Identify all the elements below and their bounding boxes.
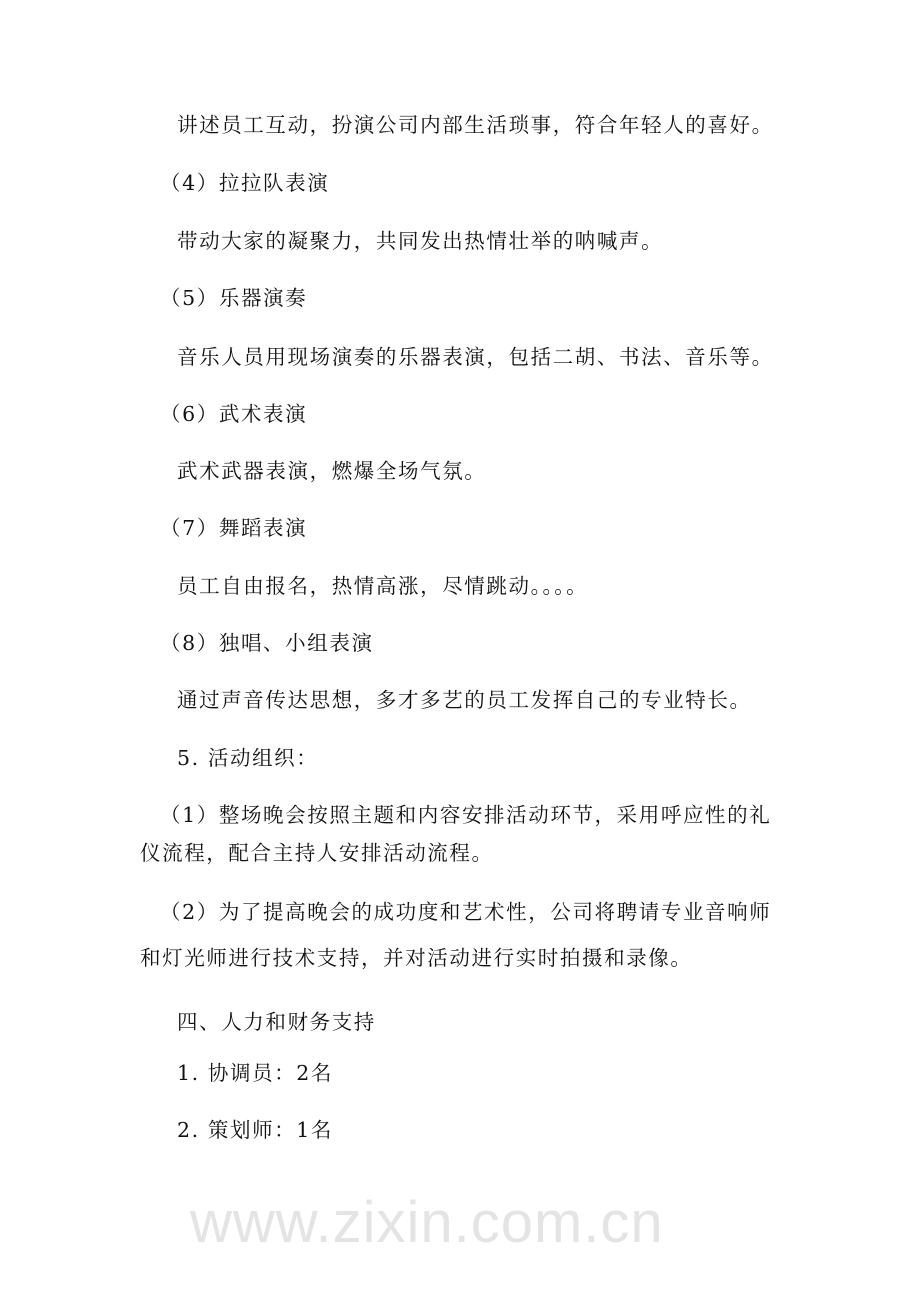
section-heading: （8）独唱、小组表演	[160, 631, 374, 655]
section-heading: （6）武术表演	[160, 402, 308, 426]
paragraph: 讲述员工互动，扮演公司内部生活琐事，符合年轻人的喜好。	[177, 113, 774, 137]
paragraph: （2）为了提高晚会的成功度和艺术性，公司将聘请专业音响师	[160, 900, 772, 924]
list-item: 2. 策划师：1名	[177, 1118, 334, 1142]
paragraph: （1）整场晚会按照主题和内容安排活动环节，采用呼应性的礼	[160, 803, 772, 827]
paragraph: 通过声音传达思想，多才多艺的员工发挥自己的专业特长。	[177, 688, 752, 712]
paragraph: 武术武器表演，燃爆全场气氛。	[177, 459, 487, 483]
section-heading: 5. 活动组织：	[177, 746, 319, 770]
paragraph: 员工自由报名，热情高涨，尽情跳动。。。。	[177, 574, 589, 598]
list-item: 1. 协调员：2名	[177, 1061, 334, 1085]
section-heading: （5）乐器演奏	[160, 286, 308, 310]
paragraph: 和灯光师进行技术支持，并对活动进行实时拍摄和录像。	[140, 946, 693, 970]
paragraph: 带动大家的凝聚力，共同发出热情壮举的呐喊声。	[177, 229, 664, 253]
paragraph: 仪流程，配合主持人安排活动流程。	[140, 841, 494, 865]
section-heading: （4）拉拉队表演	[160, 171, 330, 195]
watermark: www.zixin.com.cn	[190, 1190, 664, 1255]
section-heading: （7）舞蹈表演	[160, 516, 308, 540]
section-heading: 四、人力和财务支持	[177, 1010, 376, 1034]
paragraph: 音乐人员用现场演奏的乐器表演，包括二胡、书法、音乐等。	[177, 345, 774, 369]
